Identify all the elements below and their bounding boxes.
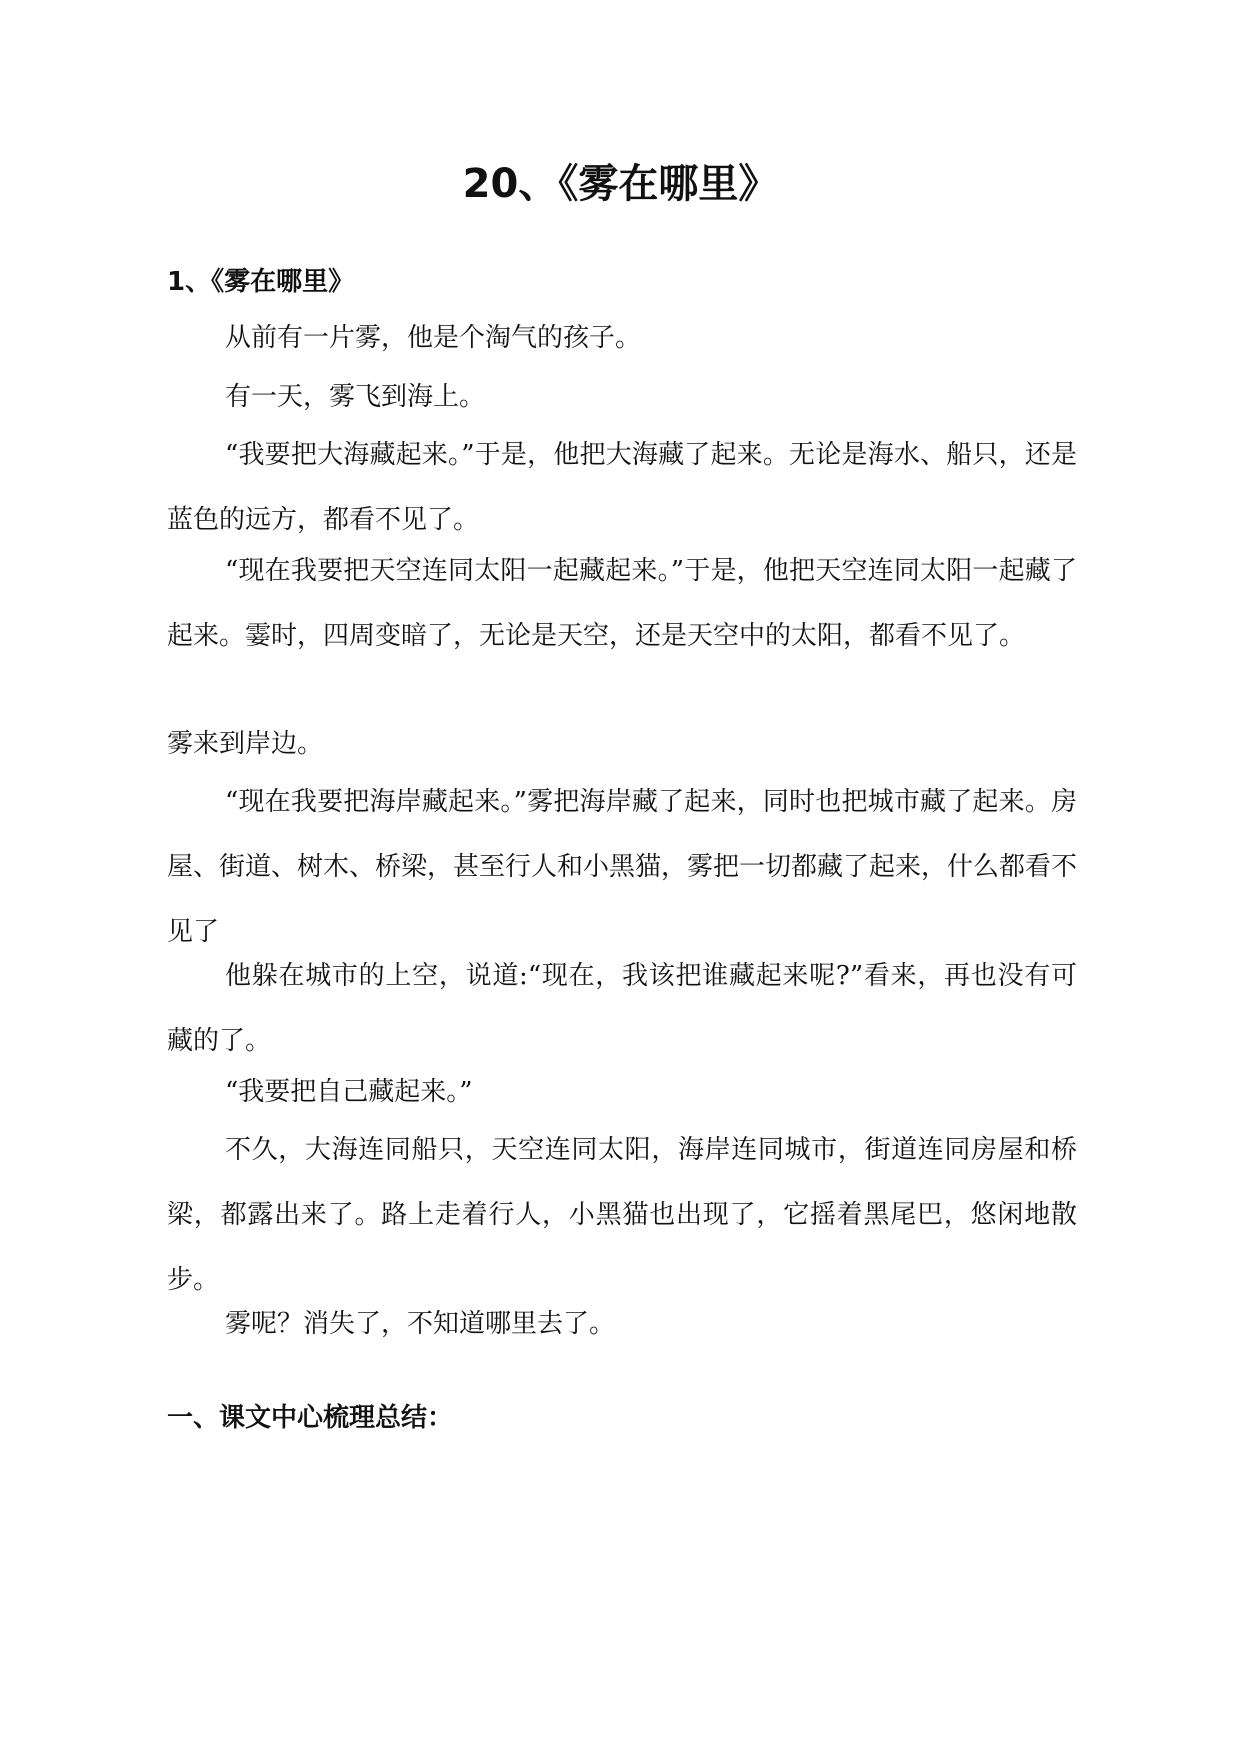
paragraph-8: “我要把自己藏起来。” <box>225 1077 473 1107</box>
document-title: 20、《雾在哪里》 <box>462 161 779 207</box>
paragraph-4: “现在我要把天空连同太阳一起藏起来。”于是，他把天空连同太阳一起藏了起来。霎时，四周变暗了，无论是天空，还是天空中的太阳，都看不见了。 <box>167 556 1077 651</box>
paragraph-9: 不久，大海连同船只，天空连同太阳，海岸连同城市，街道连同房屋和桥梁，都露出来了。路上走着行人，小黑猫也出现了，它摇着黑尾巴，悠闲地散步。 <box>167 1135 1077 1295</box>
paragraph-1: 从前有一片雾，他是个淘气的孩子。 <box>225 323 642 353</box>
section-heading-story: 1、《雾在哪里》 <box>167 267 355 297</box>
section-heading-summary: 一、课文中心梳理总结： <box>167 1403 454 1433</box>
paragraph-3: “我要把大海藏起来。”于是，他把大海藏了起来。无论是海水、船只，还是蓝色的远方，都看不见了。 <box>167 440 1077 535</box>
paragraph-10: 雾呢？消失了，不知道哪里去了。 <box>225 1309 616 1339</box>
paragraph-5: 雾来到岸边。 <box>167 729 324 759</box>
paragraph-6: “现在我要把海岸藏起来。”雾把海岸藏了起来，同时也把城市藏了起来。房屋、街道、树木、桥梁，甚至行人和小黑猫，雾把一切都藏了起来，什么都看不见了 <box>167 787 1078 947</box>
paragraph-7: 他躲在城市的上空，说道:“现在，我该把谁藏起来呢?”看来，再也没有可藏的了。 <box>167 961 1077 1056</box>
paragraph-2: 有一天，雾飞到海上。 <box>225 382 486 412</box>
